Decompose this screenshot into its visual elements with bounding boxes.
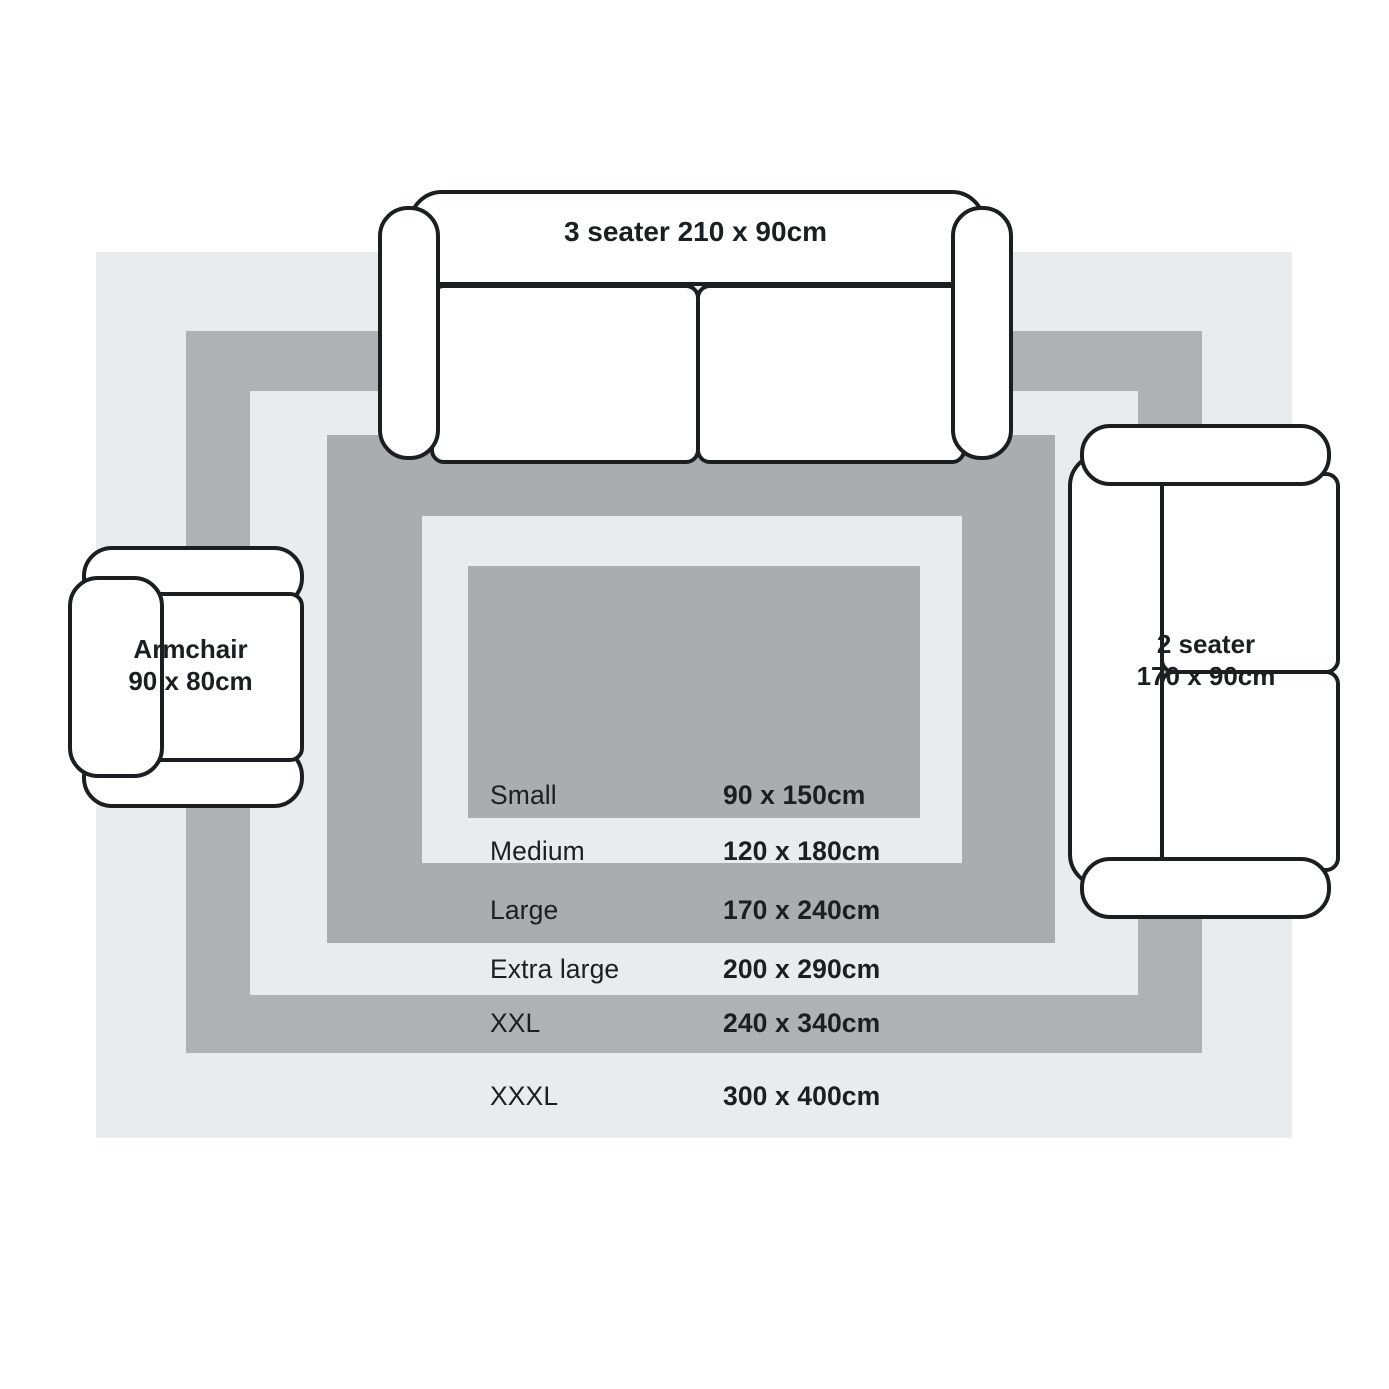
legend-size-small: 90 x 150cm [723,779,866,810]
legend-label-xxl: XXL [490,1007,541,1038]
armchair [68,546,313,808]
sofa-2-seater-cushion-bottom [1160,670,1340,872]
legend-row-xxxl [0,1081,1389,1111]
sofa-2-seater-arm-bottom [1080,857,1331,919]
armchair-label-line1: Armchair [133,634,248,664]
sofa-2-seater-label-line1: 2 seater [1156,629,1256,659]
legend-size-extra-large: 200 x 290cm [723,953,881,984]
legend-size-large: 170 x 240cm [723,894,881,925]
armchair-label-line2: 90 x 80cm [128,665,253,696]
sofa-2-seater-arm-top [1080,424,1331,486]
sofa-3-seater [378,190,1013,473]
legend-size-xxxl: 300 x 400cm [723,1080,881,1111]
sofa-2-seater [1068,424,1344,919]
legend-size-medium: 120 x 180cm [723,835,881,866]
sofa-3-seater-cushion-right [696,284,966,464]
legend-label-extra-large: Extra large [490,953,620,984]
sofa-3-seater-label: 3 seater 210 x 90cm [563,216,828,247]
sofa-2-seater-label-line2: 170 x 90cm [1136,660,1276,691]
legend-label-medium: Medium [490,835,585,866]
armchair-label [62,634,319,697]
legend-row-extra-large [0,954,1389,984]
sofa-2-seater-label [1058,629,1354,692]
legend-size-xxl: 240 x 340cm [723,1007,881,1038]
legend-label-large: Large [490,894,559,925]
legend-label-xxxl: XXXL [490,1080,559,1111]
legend-label-small: Small [490,779,557,810]
sofa-3-seater-cushion-left [430,284,700,464]
legend-row-xxl [0,1008,1389,1038]
